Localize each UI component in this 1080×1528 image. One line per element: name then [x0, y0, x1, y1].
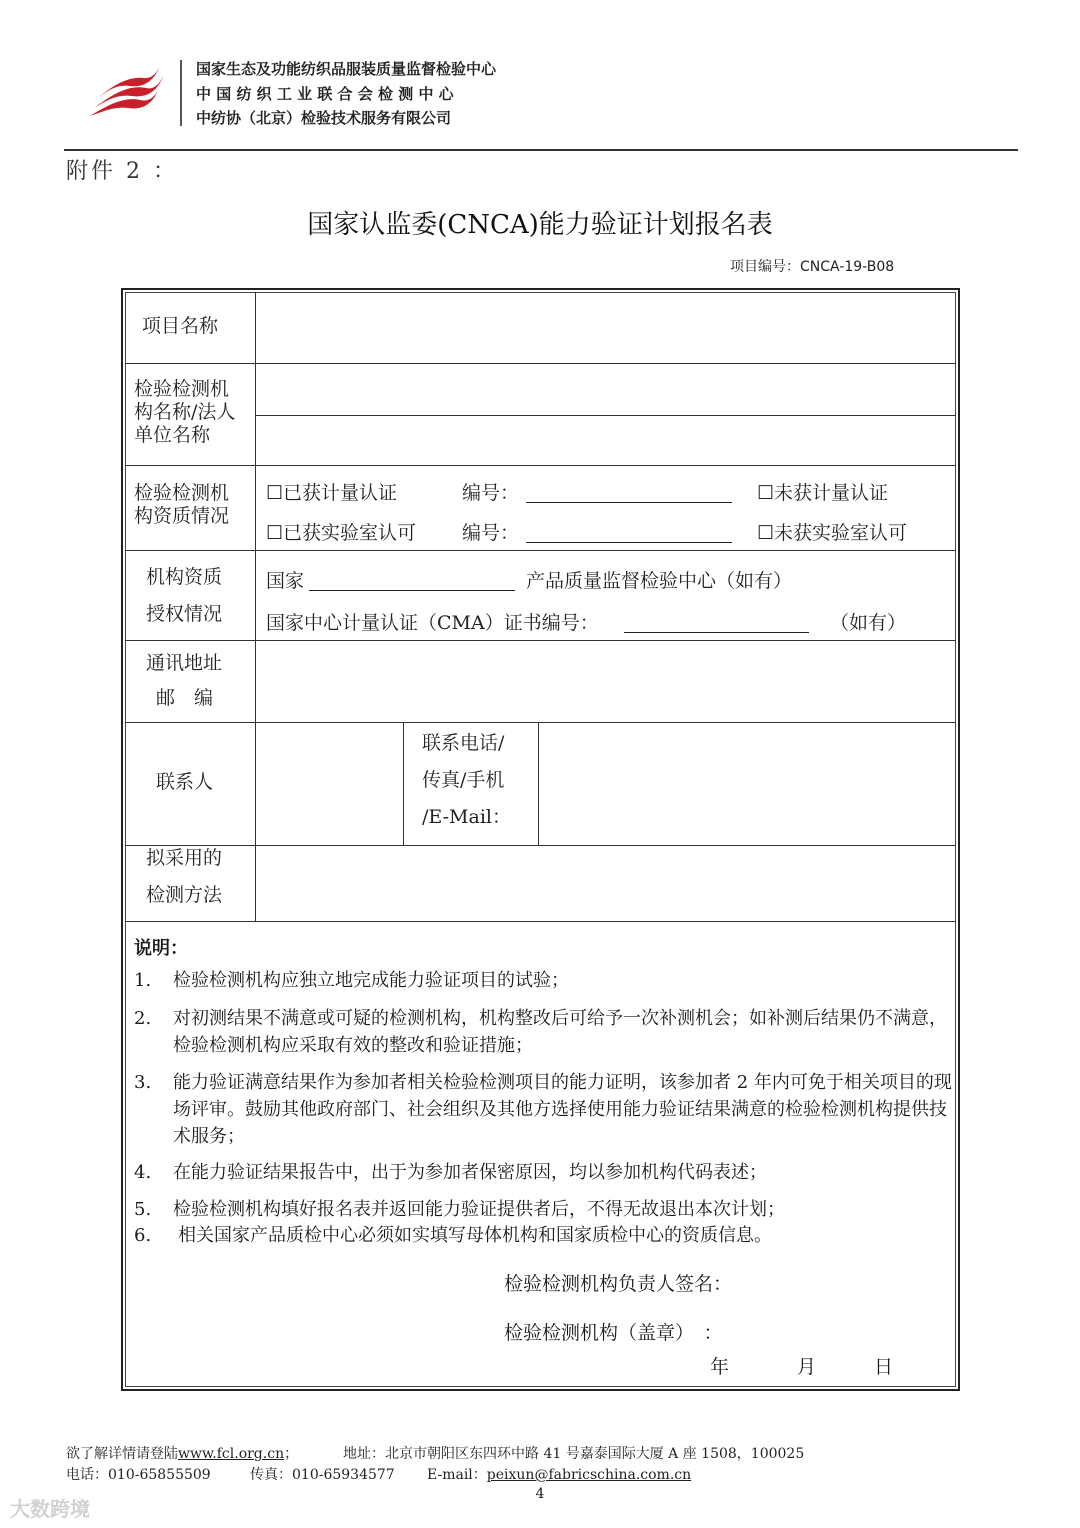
- row-divider: [125, 921, 956, 922]
- address-label: 通讯地址: [146, 652, 223, 674]
- lab-number-label: 编号：: [462, 522, 520, 544]
- note-item: 检验检测机构填好报名表并返回能力验证提供者后，不得无故退出本次计划；: [173, 1199, 785, 1220]
- project-code: 项目编号：CNCA-19-B08: [730, 259, 895, 275]
- lab-number-field[interactable]: [526, 522, 732, 543]
- organization-logo: [88, 58, 168, 120]
- date-year: 年: [710, 1356, 730, 1378]
- org-name-2: 中 国 纺 织 工 业 联 合 会 检 测 中 心: [196, 85, 454, 103]
- no-lab-checkbox[interactable]: ☐未获实验室认可: [757, 522, 908, 544]
- project-name-label: 项目名称: [142, 315, 219, 337]
- contact-divider: [538, 722, 539, 845]
- row-divider: [125, 465, 956, 466]
- phone-label-3: /E-Mail：: [422, 806, 511, 828]
- row-divider: [125, 363, 956, 364]
- lab-accreditation-checkbox[interactable]: ☐已获实验室认可: [266, 522, 417, 544]
- note-number: 5.: [134, 1199, 152, 1220]
- footer-fax: 传真：010-65934577: [250, 1467, 395, 1483]
- org-name-3: 中纺协（北京）检验技术服务有限公司: [196, 109, 452, 127]
- auth-line2-prefix: 国家中心计量认证（CMA）证书编号：: [266, 612, 599, 634]
- metrology-number-field[interactable]: [526, 482, 732, 503]
- note-item: 相关国家产品质检中心必须如实填写母体机构和国家质检中心的资质信息。: [178, 1225, 772, 1246]
- authorization-label-1: 机构资质: [146, 566, 223, 588]
- footer-email: [427, 1464, 691, 1484]
- date-day: 日: [874, 1356, 894, 1378]
- institution-label: 检验检测机构名称/法人单位名称: [134, 378, 236, 446]
- contact-divider: [403, 722, 404, 845]
- project-name-field[interactable]: [258, 294, 954, 361]
- website-link[interactable]: www.fcl.org.cn: [178, 1446, 285, 1462]
- note-number: 1.: [134, 970, 152, 991]
- row-divider: [125, 722, 956, 723]
- test-method-field[interactable]: [258, 848, 954, 919]
- method-label-2: 检测方法: [146, 884, 223, 906]
- note-item: 在能力验证结果报告中，出于为参加者保密原因，均以参加机构代码表述；: [173, 1162, 767, 1183]
- note-number: 2.: [134, 1008, 152, 1029]
- auth-line2-suffix: （如有）: [830, 612, 907, 634]
- legal-entity-field[interactable]: [258, 417, 954, 463]
- address-field[interactable]: [258, 643, 954, 720]
- note-number: 6.: [134, 1225, 152, 1246]
- website-suffix: ；: [284, 1446, 299, 1462]
- seal-label: 检验检测机构（盖章） ：: [504, 1322, 723, 1344]
- attachment-label: 附件 2 ：: [66, 159, 178, 184]
- no-metrology-checkbox[interactable]: ☐未获计量认证: [757, 482, 889, 504]
- footer-phone: 电话：010-65855509: [66, 1467, 211, 1483]
- email-link[interactable]: peixun@fabricschina.com.cn: [486, 1467, 692, 1483]
- national-center-field[interactable]: [309, 570, 515, 591]
- signature-field[interactable]: [750, 1266, 940, 1296]
- header-rule: [64, 149, 1018, 151]
- method-label-1: 拟采用的: [146, 847, 223, 869]
- email-prefix: E-mail：: [427, 1467, 487, 1483]
- metrology-cert-checkbox[interactable]: ☐已获计量认证: [266, 482, 398, 504]
- signature-person-label: 检验检测机构负责人签名：: [504, 1273, 733, 1295]
- contact-person-field[interactable]: [258, 725, 401, 843]
- row-divider: [125, 640, 956, 641]
- phone-label-1: 联系电话/: [422, 732, 505, 754]
- footer-address: 地址：北京市朝阳区东四环中路 41 号嘉泰国际大厦 A 座 1508，100025: [343, 1446, 805, 1462]
- contact-label: 联系人: [156, 771, 214, 793]
- auth-line1-suffix: 产品质量监督检验中心（如有）: [526, 570, 793, 592]
- postcode-label: 邮 编: [156, 687, 214, 709]
- row-divider: [125, 550, 956, 551]
- auth-line1-prefix: 国家: [266, 570, 305, 592]
- cma-number-field[interactable]: [624, 612, 809, 633]
- row-divider: [255, 415, 956, 416]
- label-column-divider: [255, 292, 256, 921]
- qualification-label: 检验检测机构资质情况: [134, 482, 230, 527]
- notes-heading: 说明：: [134, 938, 188, 959]
- note-item: 对初测结果不满意或可疑的检测机构，机构整改后可给予一次补测机会；如补测后结果仍不满意，检验检测机构应采取有效的整改和验证措施；: [173, 1008, 947, 1056]
- org-name-1: 国家生态及功能纺织品服装质量监督检验中心: [196, 60, 497, 78]
- page-title: 国家认监委(CNCA)能力验证计划报名表: [307, 210, 773, 240]
- page-number: 4: [535, 1486, 545, 1502]
- note-number: 3.: [134, 1072, 152, 1093]
- note-item: 检验检测机构应独立地完成能力验证项目的试验；: [173, 970, 569, 991]
- header-divider: [180, 60, 182, 126]
- footer-website: [66, 1443, 298, 1463]
- watermark: 大数跨境: [10, 1497, 90, 1521]
- phone-label-2: 传真/手机: [422, 769, 505, 791]
- website-prefix: 欲了解详情请登陆: [66, 1446, 178, 1462]
- note-number: 4.: [134, 1162, 152, 1183]
- phone-email-field[interactable]: [541, 725, 954, 843]
- row-divider: [125, 845, 956, 846]
- metrology-number-label: 编号：: [462, 482, 520, 504]
- authorization-label-2: 授权情况: [146, 603, 223, 625]
- date-month: 月: [797, 1356, 817, 1378]
- institution-name-field[interactable]: [258, 366, 954, 413]
- note-item: 能力验证满意结果作为参加者相关检验检测项目的能力证明，该参加者 2 年内可免于相关项目的现场评审。鼓励其他政府部门、社会组织及其他方选择使用能力验证结果满意的检验检测机构提供技术服务；: [173, 1072, 952, 1147]
